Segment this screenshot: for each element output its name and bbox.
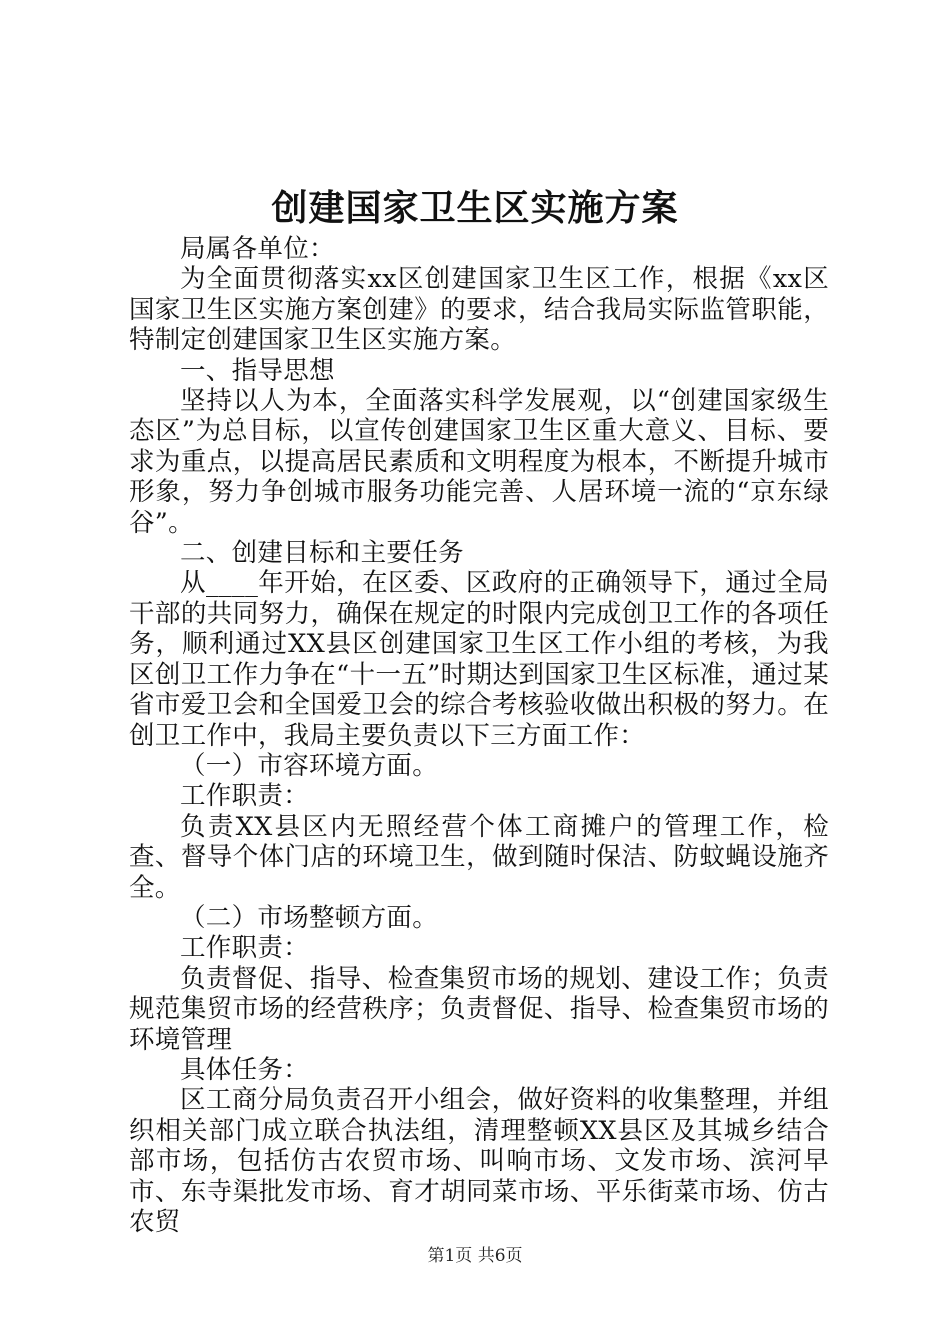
- subsection-heading-market-rectification: （二）市场整顿方面。: [180, 902, 439, 933]
- section-heading-goals-tasks: 二、创建目标和主要任务: [180, 538, 464, 569]
- document-body: [129, 234, 829, 1237]
- intro-paragraph: 为全面贯彻落实xx区创建国家卫生区工作，根据《xx区国家卫生区实施方案创建》的要求，结合我局实际监管职能，特制定创建国家卫生区实施方案。: [129, 264, 829, 356]
- specific-tasks-paragraph: 区工商分局负责召开小组会，做好资料的收集整理，并组织相关部门成立联合执法组，清理整顿XX县区及其城乡结合部市场，包括仿古农贸市场、叫响市场、文发市场、滨河早市、东寺渠批发市场、育才胡同菜市场、平乐街菜市场、仿古农贸: [129, 1085, 829, 1237]
- page-number-footer: 第1页 共6页: [427, 1246, 523, 1266]
- section-heading-guiding-ideology: 一、指导思想: [180, 355, 335, 386]
- duties-label-2: 工作职责：: [180, 933, 310, 964]
- guiding-ideology-paragraph: 坚持以人为本，全面落实科学发展观，以“创建国家级生态区”为总目标，以宣传创建国家卫生区重大意义、目标、要求为重点，以提高居民素质和文明程度为根本，不断提升城市形象，努力争创城市服务功能完善、人居环境一流的“京东绿谷”。: [129, 386, 829, 538]
- duties-label-1: 工作职责：: [180, 781, 310, 812]
- duties-paragraph-2: 负责督促、指导、检查集贸市场的规划、建设工作；负责规范集贸市场的经营秩序；负责督促、指导、检查集贸市场的环境管理: [129, 963, 829, 1055]
- subsection-heading-city-environment: （一）市容环境方面。: [180, 750, 439, 781]
- document-title: 创建国家卫生区实施方案: [271, 187, 679, 229]
- duties-paragraph-1: 负责XX县区内无照经营个体工商摊户的管理工作，检查、督导个体门店的环境卫生，做到随时保洁、防蚊蝇设施齐全。: [129, 811, 829, 903]
- goals-paragraph: 从____年开始，在区委、区政府的正确领导下，通过全局干部的共同努力，确保在规定的时限内完成创卫工作的各项任务，顺利通过XX县区创建国家卫生区工作小组的考核，为我区创卫工作力争在“十一五”时期达到国家卫生区标准，通过某省市爱卫会和全国爱卫会的综合考核验收做出积极的努力。在创卫工作中，我局主要负责以下三方面工作：: [129, 568, 829, 751]
- specific-tasks-label: 具体任务：: [180, 1054, 310, 1085]
- salutation: 局属各单位：: [180, 234, 335, 264]
